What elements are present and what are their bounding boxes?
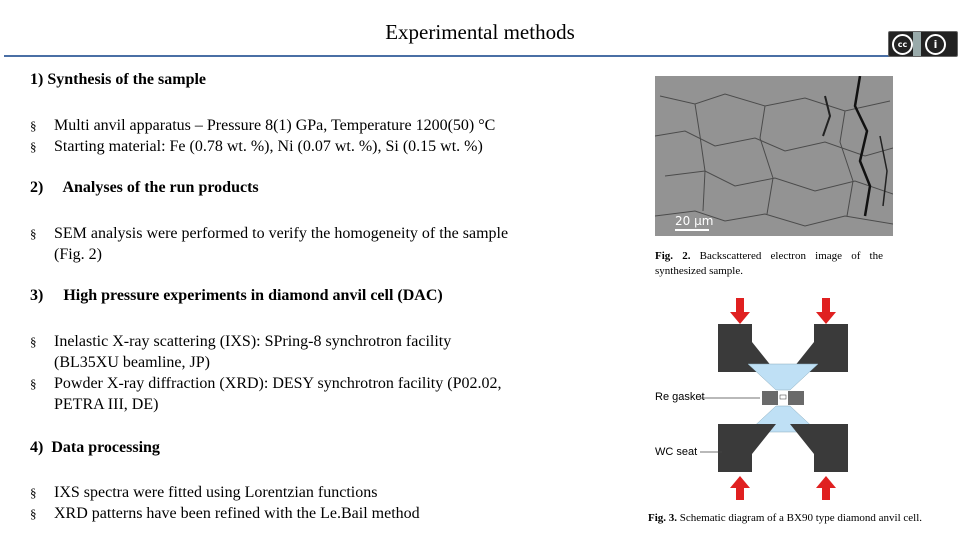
- title-divider: [4, 55, 956, 57]
- gasket-right: [788, 391, 804, 405]
- label-re-gasket: Re gasket: [655, 391, 705, 403]
- figure-3-text: Schematic diagram of a BX90 type diamond anvil cell.: [677, 512, 923, 524]
- attribution-icon: i: [925, 34, 946, 55]
- figure-3-caption: [648, 511, 954, 526]
- label-wc-seat: WC seat: [655, 446, 698, 458]
- section-heading-analyses: 2) Analyses of the run products: [30, 179, 259, 196]
- figure-2-label: Fig. 2.: [655, 250, 691, 262]
- scale-bar-label: 20 μm: [675, 214, 714, 228]
- sample-chamber: [780, 395, 786, 399]
- arrow-bottom-right: [816, 476, 836, 500]
- figure-2-caption: [655, 249, 883, 279]
- cc-icon: cc: [892, 34, 913, 55]
- section-list-high-pressure: [30, 331, 520, 415]
- arrow-bottom-left: [730, 476, 750, 500]
- figure-2-text: Backscattered electron image of the synthesized sample.: [655, 250, 883, 277]
- list-item: § Inelastic X-ray scattering (IXS): SPring-8 synchrotron facility (BL35XU beamline, JP): [30, 331, 520, 373]
- sem-image: [655, 76, 893, 236]
- sem-texture: [655, 76, 893, 236]
- list-item: § Starting material: Fe (0.78 wt. %), Ni (0.07 wt. %), Si (0.15 wt. %): [30, 136, 630, 157]
- badge-divider: [913, 32, 921, 56]
- list-item: § Powder X-ray diffraction (XRD): DESY synchrotron facility (P02.02, PETRA III, DE): [30, 373, 520, 415]
- section-list-synthesis: [30, 115, 630, 157]
- license-badge[interactable]: [888, 31, 958, 57]
- lower-seat-right: [790, 424, 848, 472]
- lower-seat-left: [718, 424, 776, 472]
- list-item: § XRD patterns have been refined with the Le.Bail method: [30, 503, 550, 524]
- section-heading-high-pressure: 3) High pressure experiments in diamond anvil cell (DAC): [30, 287, 443, 304]
- upper-diamond: [748, 364, 818, 390]
- arrow-top-left: [730, 298, 750, 324]
- list-item: § SEM analysis were performed to verify the homogeneity of the sample (Fig. 2): [30, 223, 520, 265]
- gasket-left: [762, 391, 778, 405]
- section-list-data-processing: [30, 482, 550, 524]
- list-item: § Multi anvil apparatus – Pressure 8(1) GPa, Temperature 1200(50) °C: [30, 115, 630, 136]
- arrow-top-right: [816, 298, 836, 324]
- section-heading-synthesis: 1) Synthesis of the sample: [30, 71, 207, 88]
- section-heading-data-processing: 4) Data processing: [30, 439, 160, 456]
- scale-bar: [675, 229, 709, 231]
- list-item: § IXS spectra were fitted using Lorentzian functions: [30, 482, 550, 503]
- section-list-analyses: [30, 223, 520, 265]
- figure-3-label: Fig. 3.: [648, 512, 678, 524]
- page-title: Experimental methods: [385, 20, 575, 44]
